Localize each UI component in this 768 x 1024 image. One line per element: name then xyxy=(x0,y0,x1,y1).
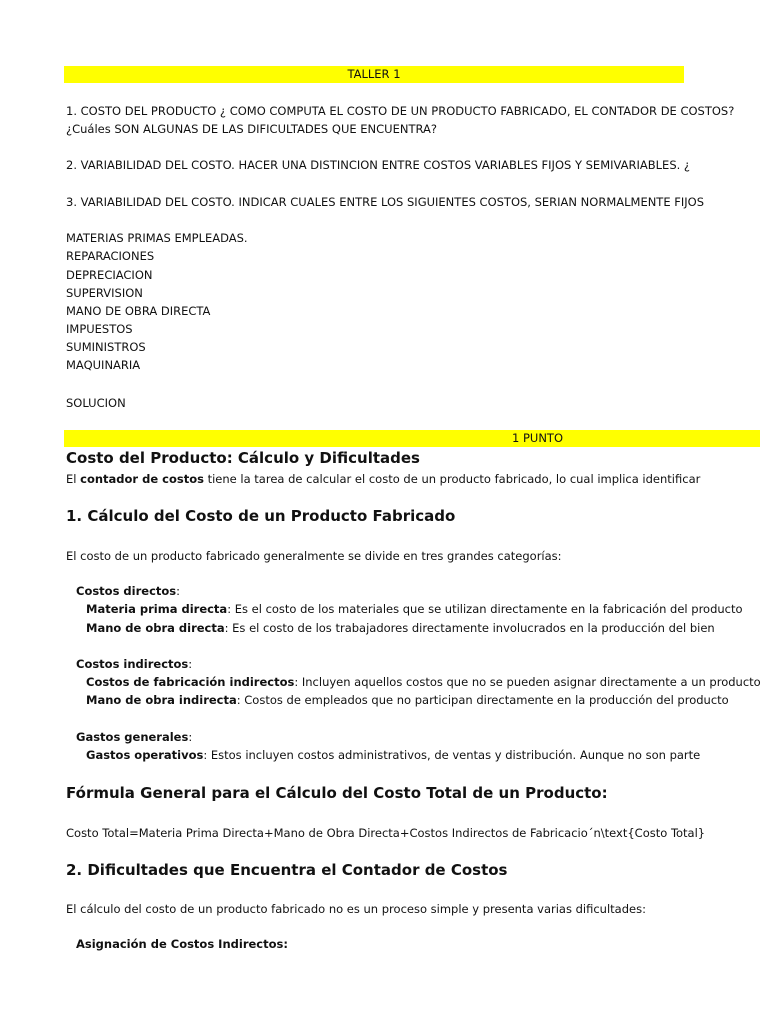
answer-title: Costo del Producto: Cálculo y Dificultades xyxy=(66,449,420,467)
gastos-operativos-item xyxy=(86,747,701,763)
section-1-intro: El costo de un producto fabricado generalmente se divide en tres grandes categorías: xyxy=(66,549,562,563)
go-text: : Estos incluyen costos administrativos, de ventas y distribución. Aunque no son parte xyxy=(203,748,701,762)
punto-band xyxy=(64,430,760,447)
question-3: 3. VARIABILIDAD DEL COSTO. INDICAR CUALES ENTRE LOS SIGUIENTES COSTOS, SERIAN NORMALMENTE FIJOS xyxy=(66,195,705,209)
question-2: 2. VARIABILIDAD DEL COSTO. HACER UNA DISTINCION ENTRE COSTOS VARIABLES FIJOS Y SEMIVARIABLES. ¿ xyxy=(66,158,691,172)
mano-obra-indirecta-item xyxy=(86,692,729,708)
cost-item: MANO DE OBRA DIRECTA xyxy=(66,304,211,318)
materia-prima-item xyxy=(86,601,743,617)
mo-text: : Es el costo de los trabajadores directamente involucrados en la producción del bien xyxy=(224,621,715,635)
directos-heading xyxy=(76,583,684,599)
solucion-label: SOLUCION xyxy=(66,396,126,410)
question-1-line-2: ¿Cuáles SON ALGUNAS DE LAS DIFICULTADES QUE ENCUENTRA? xyxy=(66,122,437,136)
cost-item: MAQUINARIA xyxy=(66,358,141,372)
cost-item: REPARACIONES xyxy=(66,249,155,263)
generales-label: Gastos generales xyxy=(76,730,189,744)
mp-text: : Es el costo de los materiales que se utilizan directamente en la fabricación del producto xyxy=(227,602,743,616)
indirectos-heading xyxy=(76,656,684,672)
generales-heading xyxy=(76,729,684,745)
moi-text: : Costos de empleados que no participan directamente en la producción del producto xyxy=(236,693,729,707)
generales-colon: : xyxy=(188,730,193,744)
go-label: Gastos operativos xyxy=(86,748,204,762)
indirectos-colon: : xyxy=(188,657,193,671)
formula-title: Fórmula General para el Cálculo del Costo Total de un Producto: xyxy=(66,784,608,802)
question-1-line-1: 1. COSTO DEL PRODUCTO ¿ COMO COMPUTA EL COSTO DE UN PRODUCTO FABRICADO, EL CONTADOR DE COSTOS? xyxy=(66,104,735,118)
section-2-intro: El cálculo del costo de un producto fabricado no es un proceso simple y presenta varias dificultades: xyxy=(66,902,646,916)
mp-label: Materia prima directa xyxy=(86,602,228,616)
section-2-title: 2. Dificultades que Encuentra el Contador de Costos xyxy=(66,861,508,879)
costos-fabricacion-item xyxy=(86,674,761,690)
answer-intro xyxy=(66,471,701,487)
mo-label: Mano de obra directa xyxy=(86,621,225,635)
punto-label: 1 PUNTO xyxy=(512,431,564,445)
cost-item: SUPERVISION xyxy=(66,286,143,300)
cost-item: MATERIAS PRIMAS EMPLEADAS. xyxy=(66,231,248,245)
cf-label: Costos de fabricación indirectos xyxy=(86,675,295,689)
section-1-title: 1. Cálculo del Costo de un Producto Fabricado xyxy=(66,507,456,525)
indirectos-label: Costos indirectos xyxy=(76,657,189,671)
cost-item: DEPRECIACION xyxy=(66,268,153,282)
cf-text: : Incluyen aquellos costos que no se pueden asignar directamente a un producto xyxy=(294,675,761,689)
intro-rest: tiene la tarea de calcular el costo de un producto fabricado, lo cual implica identificar xyxy=(203,472,701,486)
intro-prefix: El xyxy=(66,472,81,486)
formula-text: Costo Total=Materia Prima Directa+Mano de Obra Directa+Costos Indirectos de Fabricacio´n\text{Costo Total} xyxy=(66,826,706,840)
cost-item: IMPUESTOS xyxy=(66,322,133,336)
mano-obra-item xyxy=(86,620,715,636)
directos-colon: : xyxy=(176,584,181,598)
intro-bold: contador de costos xyxy=(80,472,204,486)
cost-item: SUMINISTROS xyxy=(66,340,146,354)
moi-label: Mano de obra indirecta xyxy=(86,693,237,707)
asignacion-heading: Asignación de Costos Indirectos: xyxy=(76,937,288,951)
directos-label: Costos directos xyxy=(76,584,177,598)
taller-title: TALLER 1 xyxy=(347,67,401,81)
taller-header-band xyxy=(64,66,684,83)
